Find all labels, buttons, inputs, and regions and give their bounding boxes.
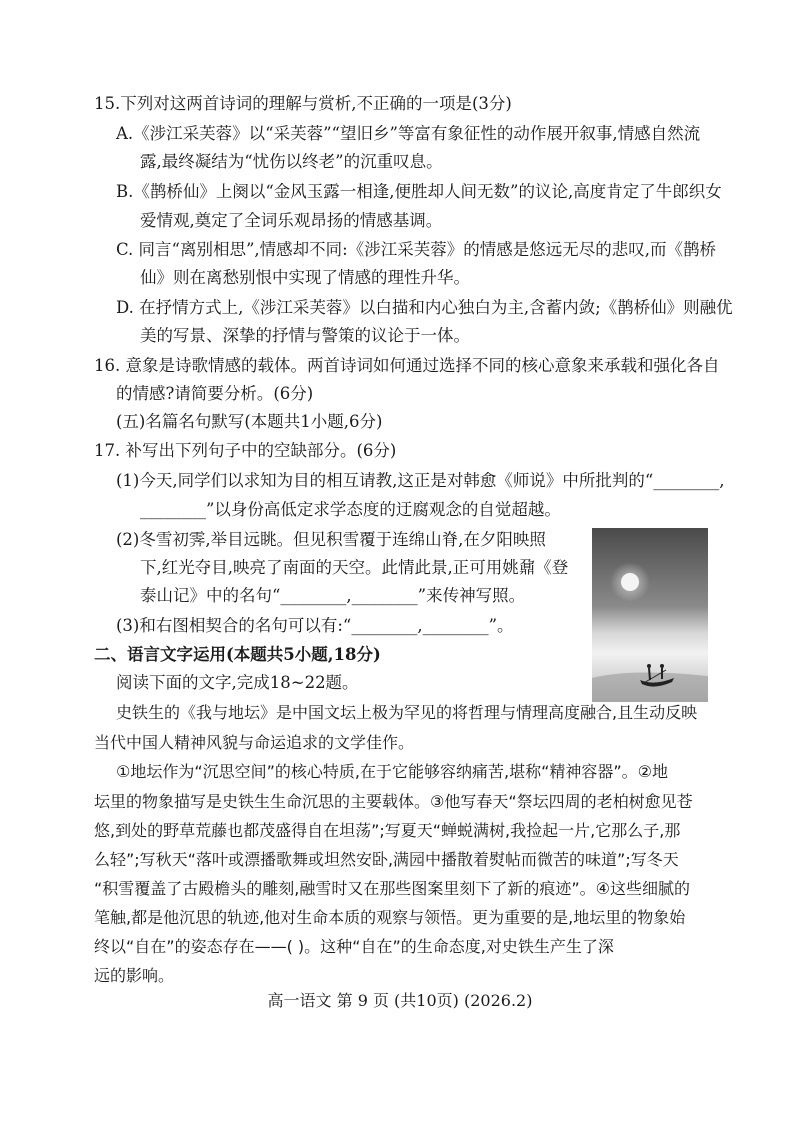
- passage-line-3: ①地坛作为“沉思空间”的核心特质,在于它能够容纳痛苦,堪称“精神容器”。②地: [116, 762, 669, 781]
- passage-line-4: 坛里的物象描写是史铁生生命沉思的主要载体。③他写春天“祭坛四周的老柏树愈见苍: [94, 792, 693, 811]
- q16-line2: 的情感?请简要分析。(6分): [116, 384, 314, 403]
- page-footer: 高一语文 第 9 页 (共10页) (2026.2): [267, 991, 533, 1010]
- passage-line-7: “积雪覆盖了古殿檐头的雕刻,融雪时又在那些图案里刻下了新的痕迹”。④这些细腻的: [94, 879, 691, 898]
- q15-option-d-line2: 美的写景、深挚的抒情与警策的议论于一体。: [140, 326, 470, 345]
- q15-option-c-line1: C. 同言“离别相思”,情感却不同:《涉江采芙蓉》的情感是悠远无尽的悲叹,而《鹊桥: [116, 240, 716, 259]
- passage-line-9: 终以“自在”的姿态存在——( )。这种“自在”的生命态度,对史铁生产生了深: [94, 937, 614, 956]
- passage-line-10: 远的影响。: [94, 966, 175, 985]
- q17-part2-line1: (2)冬雪初霁,举目远眺。但见积雪覆于连绵山脊,在夕阳映照: [116, 530, 546, 549]
- q15-option-a-line1: A.《涉江采芙蓉》以“采芙蓉”“望旧乡”等富有象征性的动作展开叙事,情感自然流: [116, 124, 701, 143]
- part2-heading: 二、语言文字运用(本题共5小题,18分): [94, 645, 381, 664]
- passage-line-6: 么轻”;写秋天“落叶或漂播歌舞或坦然安卧,满园中播散着熨帖而微苦的味道”;写冬天: [94, 850, 679, 869]
- q15-option-c-line2: 仙》则在离愁别恨中实现了情感的理性升华。: [140, 268, 470, 287]
- q17-part2-line2: 下,红光夺目,映亮了南面的天空。此情此景,正可用姚鼐《登: [140, 558, 569, 577]
- passage-line-5: 悠,到处的野草荒藤也都茂盛得自在坦荡”;写夏天“蝉蜕满树,我捡起一片,它那么子,那: [94, 821, 681, 840]
- q17-stem: 17. 补写出下列句子中的空缺部分。(6分): [94, 441, 397, 460]
- passage-line-1: 史铁生的《我与地坛》是中国文坛上极为罕见的将哲理与情理高度融合,且生动反映: [116, 703, 698, 722]
- q15-option-a-line2: 露,最终凝结为“忧伤以终老”的沉重叹息。: [140, 152, 443, 171]
- q15-option-b-line1: B.《鹊桥仙》上阕以“金风玉露一相逢,便胜却人间无数”的议论,高度肯定了牛郎织女: [116, 182, 722, 201]
- q16-line1: 16. 意象是诗歌情感的载体。两首诗词如何通过选择不同的核心意象来承载和强化各自: [94, 356, 720, 375]
- moonlit-river-illustration: [592, 528, 708, 702]
- q15-option-d-line1: D. 在抒情方式上,《涉江采芙蓉》以白描和内心独白为主,含蓄内敛;《鹊桥仙》则融优: [116, 298, 733, 317]
- q15-option-b-line2: 爱情观,奠定了全词乐观昂扬的情感基调。: [140, 211, 443, 230]
- reading-prompt: 阅读下面的文字,完成18~22题。: [116, 673, 359, 692]
- q17-part2-line3: 泰山记》中的名句“________,________”来传神写照。: [140, 586, 526, 605]
- section5-heading: (五)名篇名句默写(本题共1小题,6分): [116, 412, 383, 431]
- q15-stem: 15.下列对这两首诗词的理解与赏析,不正确的一项是(3分): [94, 94, 512, 113]
- passage-line-2: 当代中国人精神风貌与命运追求的文学佳作。: [94, 733, 415, 752]
- q17-part1-line1: (1)今天,同学们以求知为目的相互请教,这正是对韩愈《师说》中所批判的“________,: [116, 471, 725, 490]
- q17-part1-line2: ________”以身份高低定求学态度的迂腐观念的自觉超越。: [140, 500, 561, 519]
- q17-part3: (3)和右图相契合的名句可以有:“________,________”。: [116, 616, 514, 635]
- passage-line-8: 笔触,都是他沉思的轨迹,他对生命本质的观察与领悟。更为重要的是,地坛里的物象始: [94, 908, 686, 927]
